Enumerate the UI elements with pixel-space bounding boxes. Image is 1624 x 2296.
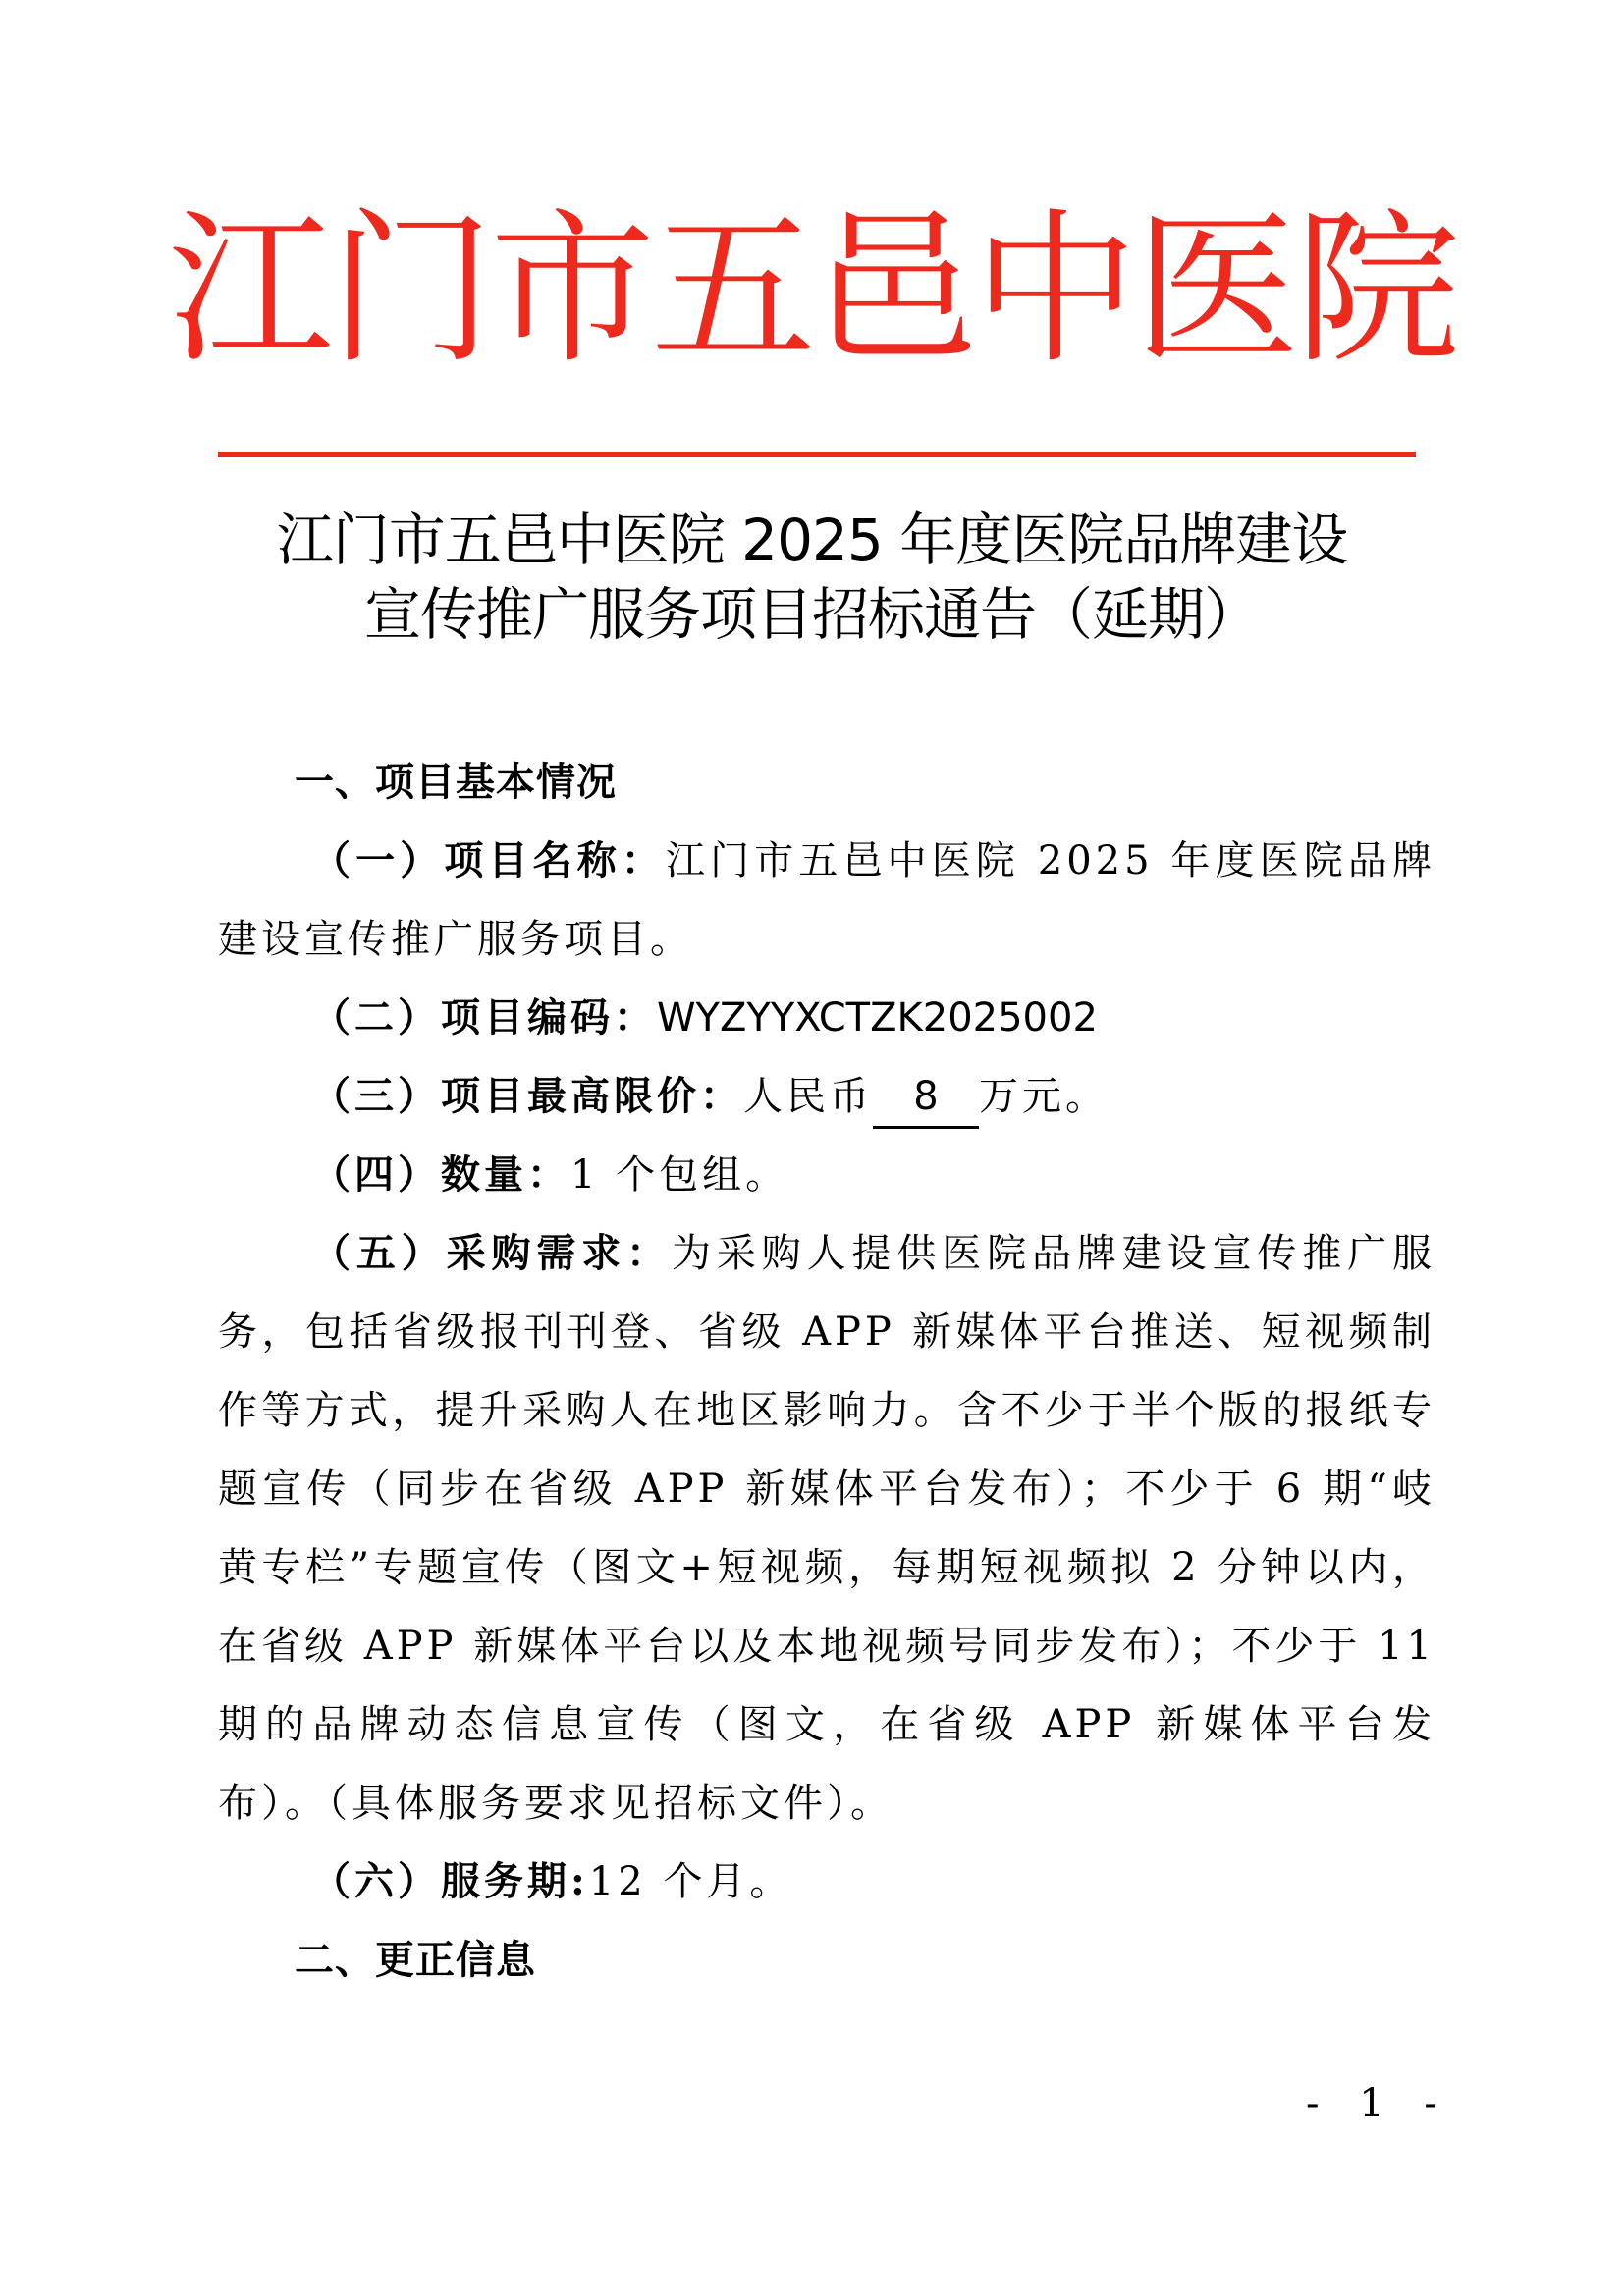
header-red-rule — [218, 452, 1416, 457]
procurement-requirements-paragraph — [218, 1214, 1435, 1842]
project-code-label: （二）项目编码： — [311, 994, 657, 1041]
project-name-label: （一）项目名称： — [311, 837, 666, 883]
price-limit-label: （三）项目最高限价： — [311, 1073, 743, 1119]
notice-title-line-2: 宣传推广服务项目招标通告（延期） — [363, 581, 1260, 648]
price-limit-paragraph — [218, 1057, 1435, 1136]
procurement-requirements-label: （五）采购需求： — [311, 1230, 672, 1276]
price-amount: 8 — [873, 1067, 979, 1129]
notice-title-line-1: 江门市五邑中医院 2025 年度医院品牌建设 — [276, 507, 1348, 573]
service-period-label: （六）服务期: — [311, 1858, 589, 1904]
notice-body — [218, 743, 1435, 2000]
price-unit: 万元。 — [979, 1074, 1109, 1119]
project-code-paragraph — [218, 979, 1435, 1057]
procurement-requirements-text: 为采购人提供医院品牌建设宣传推广服务，包括省级报刊刊登、省级 APP 新媒体平台推送、短视频制作等方式，提升采购人在地区影响力。含不少于半个版的报纸专题宣传（同步在省级 APP 新媒体平台发布）；不少于 6 期“岐黄专栏”专题宣传（图文+短视频，每期短视频拟 2 分钟以内，在省级 APP 新媒体平台以及本地视频号同步发布）；不少于 11 期的品牌动态信息宣传（图文，在省级 APP 新媒体平台发布）。（具体服务要求见招标文件）。 — [218, 1231, 1435, 1826]
notice-title — [0, 503, 1624, 652]
section-1-heading: 一、项目基本情况 — [295, 760, 617, 805]
page-number: - 1 - — [1306, 2081, 1451, 2126]
hospital-name-header: 江门市五邑中医院 — [168, 193, 1456, 386]
project-code-value: WYZYYXCTZK2025002 — [657, 995, 1098, 1041]
service-period-paragraph — [218, 1842, 1435, 1921]
service-period-value: 12 个月。 — [588, 1859, 793, 1904]
quantity-paragraph — [218, 1136, 1435, 1214]
quantity-label: （四）数量： — [311, 1151, 570, 1198]
project-name-value: 江门市五邑中医院 2025 年度医院品牌建设宣传推广服务项目。 — [218, 838, 1435, 962]
section-2-heading: 二、更正信息 — [295, 1938, 536, 1983]
quantity-value: 1 个包组。 — [570, 1152, 789, 1198]
project-name-paragraph — [218, 822, 1435, 979]
price-currency: 人民币 — [743, 1074, 873, 1119]
